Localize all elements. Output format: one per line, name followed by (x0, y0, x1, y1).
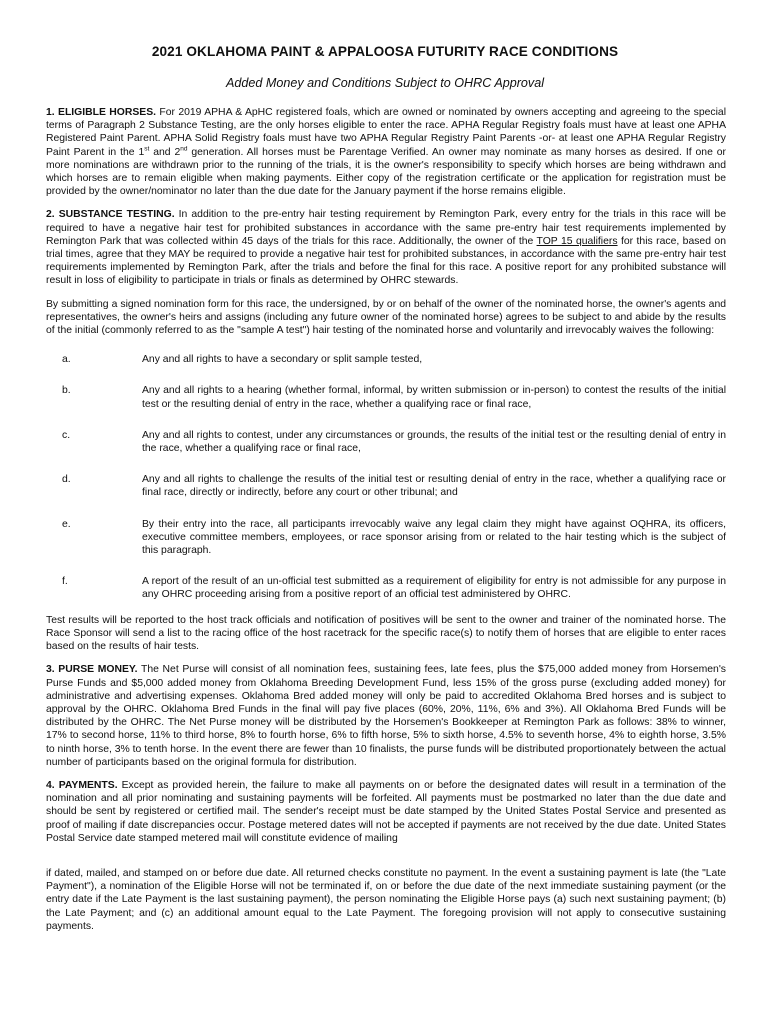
waiver-item-d (46, 473, 726, 499)
waiver-item-e (46, 518, 726, 558)
document-body (46, 106, 726, 943)
section-heading: 2. SUBSTANCE TESTING. (46, 209, 175, 221)
section-text: for this race, based on trial times, agree that they MAY be required to provide a negative hair test for prohibited substances, in accordance with the same pre-entry hair test requirements implemented by Remington Park, after the trials and before the final for this race. A positive report for any prohibited substance will result in loss of eligibility to participate in trials or finals as determined by OHRC stewards. (46, 235, 726, 287)
underlined-text: TOP 15 qualifiers (536, 235, 618, 247)
list-marker: b. (62, 385, 71, 397)
section-text: Except as provided herein, the failure to make all payments on or before the designated dates will result in a termination of the nomination and all prior nominating and sustaining payments will be forfeited. All payments must be postmarked no later than the due date and should be sent by registered or certified mail. The sender's receipt must be date stamped by the United States Postal Service and presented as proof of mailing if date discrepancies occur. Postage metered dates will not be accepted if payments are not received by the due date. United States Postal Service date stamped metered mail will constitute evidence of mailing (46, 779, 726, 844)
section-text: and 2 (149, 146, 181, 158)
list-marker: e. (62, 518, 71, 530)
superscript: nd (180, 145, 188, 153)
section-payments-continued: if dated, mailed, and stamped on or before due date. All returned checks constitute no payment. In the event a sustaining payment is late (the "Late Payment"), a nomination of the Eligible Horse will not be terminated if, on or before the due date of the next immediate sustaining payment (or the entry date if the Late Payment is the last sustaining payment), the person nominating the Eligible Horse pays (a) such next sustaining payment; (b) the Late Payment; and (c) an additional amount equal to the Late Payment. The foregoing provision will not apply to consecutive sustaining payments. (46, 867, 726, 932)
list-item-text: A report of the result of an un-official test submitted as a requirement of eligibility for entry is not admissible for any purpose in any OHRC proceeding arising from a positive report of an official test administered by OHRC. (142, 576, 726, 601)
list-marker: f. (62, 576, 68, 588)
list-marker: a. (62, 354, 71, 366)
waiver-intro: By submitting a signed nomination form for this race, the undersigned, by or on behalf of the owner of the nominated horse, the owner's agents and representatives, the owner's heirs and assigns (including any future owner of the nominated horse) agrees to be subject to and abide by the results of the initial (commonly referred to as the "sample A test") hair testing of the nominated horse and voluntarily and irrevocably waives the following: (46, 298, 726, 337)
waiver-item-f (46, 575, 726, 601)
section-text: The Net Purse will consist of all nomination fees, sustaining fees, late fees, plus the $75,000 added money from Horsemen's Purse Funds and $5,000 added money from Oklahoma Breeding Development Fund, less 15% of the gross purse (excluding added money) for administrative and advertising expenses. Oklahoma Bred added money will only be paid to accredited Oklahoma Bred horses and is subject to approval by the OHRC. Oklahoma Bred Funds in the final will pay five places (60%, 20%, 11%, 6% and 3%). All Oklahoma Bred Funds will be distributed by the OHRC. The Net Purse money will be distributed by the Horsemen's Bookkeeper at Remington Park as follows: 38% to winner, 17% to second horse, 11% to third horse, 8% to fourth horse, 6% to fifth horse, 5% to sixth horse, 4.5% to seventh horse, 4% to eighth horse, 3.5% to ninth horse, 3% to tenth horse. In the event there are fewer than 10 finalists, the purse funds will be distributed proportionately between the actual number of participants based on the original formula for distribution. (46, 664, 726, 768)
list-item-text: By their entry into the race, all participants irrevocably waive any legal claim they might have against OQHRA, its officers, executive committee members, employees, or race sponsor arising from or related to the hair testing which is the subject of this paragraph. (142, 518, 726, 557)
page-subtitle: Added Money and Conditions Subject to OHRC Approval (225, 76, 545, 90)
section-heading: 1. ELIGIBLE HORSES. (46, 107, 157, 118)
list-item-text: Any and all rights to challenge the results of the initial test or resulting denial of entry in the race, whether a qualifying race or final race, directly or indirectly, before any court or other tribunal; and (142, 474, 726, 499)
list-item-text: Any and all rights to have a secondary or split sample tested, (142, 354, 423, 366)
section-text: In addition to the pre-entry hair testing requirement by Remington Park, every entry for the trials in this race will be required to have a negative hair test for prohibited substances in accordance with the same pre-entry hair test requirements implemented by Remington Park that was collected within 45 days of the trials for this race. Additionally, the owner of the (46, 209, 726, 247)
section-text: For 2019 APHA & ApHC registered foals, which are owned or nominated by owners accepting and agreeing to the special terms of Paragraph 2 Substance Testing, are the only horses eligible to enter the race. APHA Regular Registry foals must have at least one APHA Registered Paint Parent. APHA Solid Registry foals must have two APHA Regular Registry Paint Parents -or- at least one APHA Regular Registry Paint Parent in the 1 (46, 107, 726, 158)
section-heading: 3. PURSE MONEY. (46, 664, 138, 676)
page-title: 2021 OKLAHOMA PAINT & APPALOOSA FUTURITY RACE CONDITIONS (151, 44, 619, 59)
list-item-text: Any and all rights to contest, under any circumstances or grounds, the results of the initial test or the resulting denial of entry in the race, whether a qualifying race or final race, (142, 429, 726, 455)
test-results-paragraph: Test results will be reported to the host track officials and notification of positives will be sent to the owner and trainer of the nominated horse. The Race Sponsor will send a list to the racing office of the host racetrack for the specific race(s) to notify them of horses that are eligible to enter races based on the results of hair tests. (46, 614, 726, 653)
section-substance-testing (46, 208, 726, 287)
section-eligible-horses (46, 106, 726, 198)
section-heading: 4. PAYMENTS. (46, 779, 118, 791)
waiver-item-a (46, 353, 726, 366)
list-marker: d. (62, 474, 71, 486)
section-purse-money (46, 663, 726, 769)
section-text: generation. All horses must be Parentage Verified. An owner may nominate as many horses as desired. If one or more nominations are withdrawn prior to the running of the trials, it is the owner's responsibility to specify which horses are being withdrawn and which horses are to remain eligible when making payments. Either copy of the registration certificate or the application for registration must be provided by the owner/nominator no later than the due date for the January payment if the horse remains eligible. (46, 146, 727, 198)
waiver-item-c (46, 429, 726, 455)
list-marker: c. (62, 429, 71, 441)
section-payments (46, 779, 726, 845)
superscript: st (144, 145, 150, 153)
waiver-item-b (46, 384, 726, 410)
list-item-text: Any and all rights to a hearing (whether formal, informal, by written submission or in-person) to contest the results of the initial test or the resulting denial of entry in the race, whether a qualifying race or final race, (142, 385, 726, 410)
